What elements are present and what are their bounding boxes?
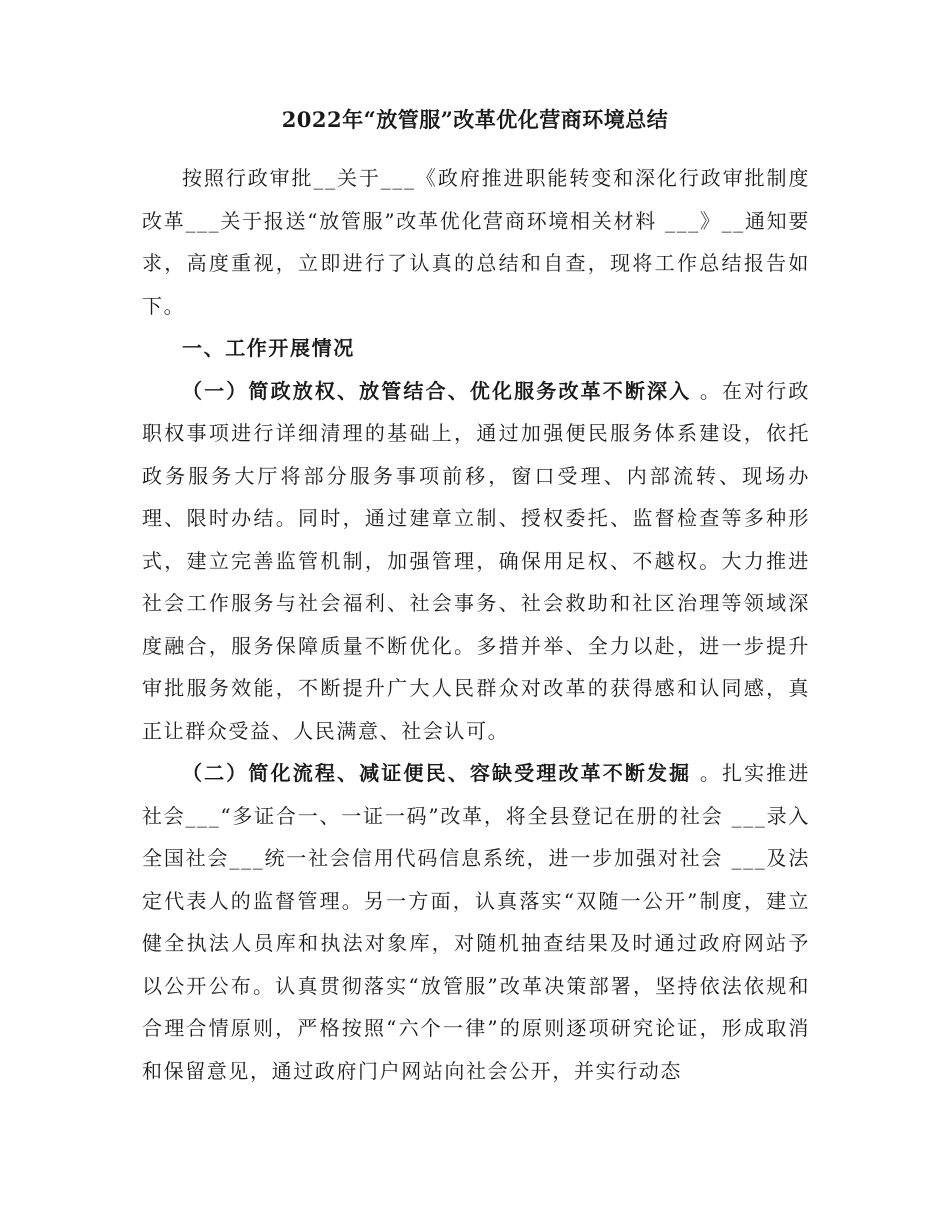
document-body xyxy=(142,157,810,1092)
paragraph-1 xyxy=(142,370,810,753)
paragraph-2-body: 。扎实推进社会___“多证合一、一证一码”改革，将全县登记在册的社会 ___录入全国社会___统一社会信用代码信息系统，进一步加强对社会 ___及法定代表人的监督管理。另一方面，认真落实“双随一公开”制度，建立健全执法人员库和执法对象库，对随机抽查结果及时通过政府网站予以公开公布。认真贯彻落实“放管服”改革决策部署，坚持依法依规和合理合情原则，严格按照“六个一律”的原则逐项研究论证，形成取消和保留意见，通过政府门户网站向社会公开，并实行动态 xyxy=(142,761,810,1083)
section-heading: 一、工作开展情况 xyxy=(182,336,355,360)
intro-paragraph: 按照行政审批__关于___《政府推进职能转变和深化行政审批制度改革___关于报送“放管服”改革优化营商环境相关材料 ___》__通知要求，高度重视，立即进行了认真的总结和自查，现将工作总结报告如下。 xyxy=(142,166,810,318)
paragraph-1-lead: （一）简政放权、放管结合、优化服务改革不断深入 xyxy=(182,378,692,403)
paragraph-2 xyxy=(142,752,810,1092)
paragraph-2-lead: （二）简化流程、减证便民、容缺受理改革不断发掘 xyxy=(182,761,692,785)
document-title: 2022年“放管服”改革优化营商环境总结 xyxy=(281,107,669,132)
paragraph-1-body: 。在对行政职权事项进行详细清理的基础上，通过加强便民服务体系建设，依托政务服务大厅将部分服务事项前移，窗口受理、内部流转、现场办理、限时办结。同时，通过建章立制、授权委托、监督检查等多种形式，建立完善监管机制，加强管理，确保用足权、不越权。大力推进社会工作服务与社会福利、社会事务、社会救助和社区治理等领域深度融合，服务保障质量不断优化。多措并举、全力以赴，进一步提升审批服务效能，不断提升广大人民群众对改革的获得感和认同感，真正让群众受益、人民满意、社会认可。 xyxy=(142,378,810,743)
